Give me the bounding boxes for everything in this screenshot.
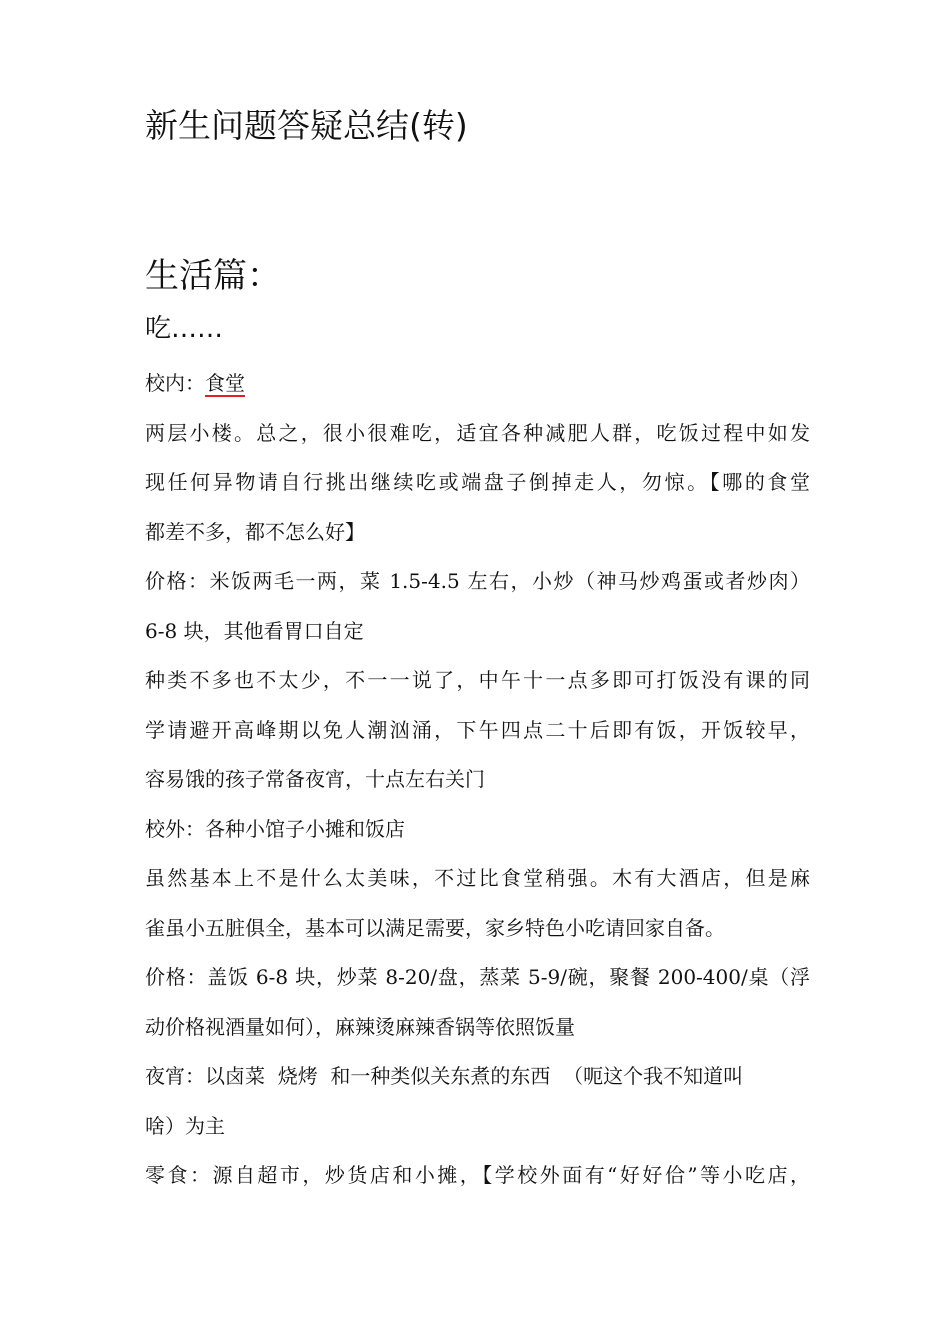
subheading: 吃……: [145, 314, 224, 344]
canteen-value: 食堂: [205, 371, 245, 395]
paragraph-line: 夜宵：以卤菜 烧烤 和一种类似关东煮的东西 （呃这个我不知道叫: [145, 1064, 744, 1088]
paragraph-line: 价格：盖饭 6-8 块，炒菜 8-20/盘，蒸菜 5-9/碗，聚餐 200-400/桌（浮: [145, 965, 810, 989]
paragraph-line: 学请避开高峰期以免人潮汹涌，下午四点二十后即有饭，开饭较早，: [145, 717, 810, 742]
paragraph-line: 两层小楼。总之，很小很难吃，适宜各种减肥人群，吃饭过程中如发: [145, 420, 810, 445]
paragraph-line: 价格：米饭两毛一两，菜 1.5-4.5 左右，小炒（神马炒鸡蛋或者炒肉）: [145, 569, 810, 593]
document-title: 新生问题答疑总结(转): [145, 106, 468, 145]
paragraph-line: 啥）为主: [145, 1113, 225, 1138]
section-heading: 生活篇：: [145, 256, 281, 296]
paragraph-line: 种类不多也不太少，不一一说了，中午十一点多即可打饭没有课的同: [145, 668, 810, 692]
document-body: [145, 359, 810, 1201]
paragraph-line: 都差不多，都不怎么好】: [145, 519, 365, 544]
paragraph-line: 校外：各种小馆子小摊和饭店: [145, 816, 405, 841]
paragraph-line: 雀虽小五脏俱全，基本可以满足需要，家乡特色小吃请回家自备。: [145, 915, 725, 940]
paragraph-line: 零食：源自超市，炒货店和小摊，【学校外面有“好好佮”等小吃店，: [145, 1163, 810, 1187]
paragraph-line: 动价格视酒量如何），麻辣烫麻辣香锅等依照饭量: [145, 1014, 575, 1039]
paragraph-line: 6-8 块，其他看胃口自定: [145, 618, 364, 643]
canteen-line: [145, 359, 810, 409]
paragraph-line: 容易饿的孩子常备夜宵，十点左右关门: [145, 767, 485, 791]
canteen-label: 校内：: [145, 371, 205, 395]
paragraph-line: 虽然基本上不是什么太美味，不过比食堂稍强。木有大酒店，但是麻: [145, 866, 810, 890]
paragraph-line: 现任何异物请自行挑出继续吃或端盘子倒掉走人，勿惊。【哪的食堂: [145, 470, 810, 494]
